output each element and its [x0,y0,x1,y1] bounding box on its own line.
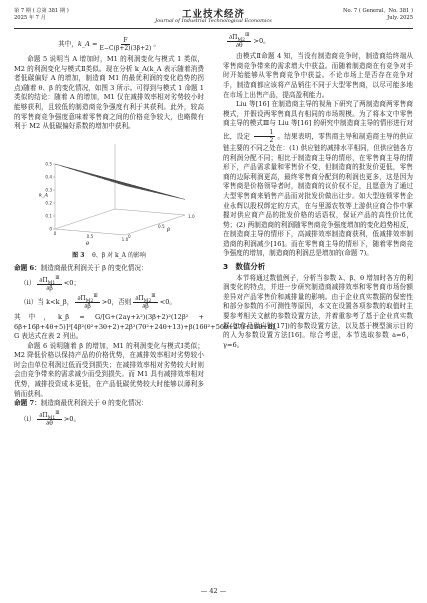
journal-title: 工业技术经济 [181,9,245,20]
prop6-case-i [14,277,204,292]
right-column [223,34,413,350]
comparison-text-tail: 。结果表明，零售商主导和制造商主导的供应链主要的不同之处在：(1) 供应链的减排水平相同，但供应链各方的利润分配不同；相比于制造商主导的情形，在零售商主导的情形下，产品需求量和零售价不变，但制造商的批发价更低，零售商的边际利润更高，最终零售商分配到的利润也更多，这是因为零售商是价格领导者时，制造商的议价权不足，且愿意为了通过大型零售商来销售产品而对批发价做出让步。如大型连锁零售企业永辉以股权绑定的方式，在与里源农牧等上游供应商合作中掌握对供应商产品的批发价格的话语权，保证产品的高性价比优势；(2) 两制造商的利润随零售商竞争强度增加的变化趋势相反，在制造商主导的情形下，高减排效率制造商获利，低减排效率制造商的利润减少[16]。而在零售商主导的情形下，随着零售商竞争强度的增加，制造商的利润总是增加的(命题 7)。 [223,132,414,258]
ka-formula [14,37,204,52]
journal-header [14,6,413,29]
proposition6 [14,264,204,274]
y-tick-label: 0 [128,233,131,239]
proposition6-title: 命题 6： [14,263,41,272]
axis-floor [55,209,185,235]
case-label: （ⅱ）当 k<k_β， [20,297,74,306]
partial-derivative: $\frac{\partial\Pi_{M1}^Ⅲ}{\partial\beta}$ [39,275,60,292]
case-relation: >0。 [253,36,270,45]
partial-derivative: $\frac{\partial\Pi_{M2}^Ⅲ}{\partial\beta}$ [135,293,156,310]
surface-cell [172,196,185,199]
issue-info-en [343,8,413,22]
y-tick-label: 0.5 [158,223,165,229]
x-tick-label: 0.5 [86,233,94,239]
case-relation: >0。 [63,414,81,423]
partial-derivative: $\frac{\partial\Pi_{M2}^Ⅲ}{\partial\beta}$ [77,293,98,310]
comparison-text: Liu 等[16] 在制造商主导的视角下研究了两制造商两零售商模式，并假设两零售商具有相同的市场规模。为了将本文中零售商主导的模式Ⅲ与 Liu 等[16] 的研究中制造商主导的情形进行对比，设定 [223,100,413,141]
z-tick-label: 0 [49,226,52,232]
case-label: （ⅰ） [20,414,36,423]
issue-number-en: No. 7 ( General，No. 381 ) [343,8,413,14]
z-axis-label: k_A [39,192,49,199]
partial-derivative: $\frac{\partial\Pi_{M2}^Ⅲ}{\partial\theta}$ [229,33,250,50]
paragraph-kbeta: 其中，k_β = G/[G+(2aγ+λ²)(3β+2)²(12β² + 6β+16β+4θ+5)]²[4β²(θ²+3θ+2)+2β²(7θ²+24θ+13)+β(16θ²+56θ+27)+16θ+8]，G 表达式在表 2 列出。 [14,312,282,341]
proposition7-text: 制造商最优利润关于 θ 的变化情况： [40,399,148,408]
x-axis-label: θ [86,240,90,247]
journal-subtitle: Journal of Industrial Technological Economics [155,18,272,24]
case-relation: <0； [63,279,81,288]
figure-3 [14,135,204,251]
paragraph-right-2 [223,100,413,259]
formula-numerator: F [123,37,128,44]
partial-derivative: $\frac{\partial\Pi_{M1}^Ⅲ}{\partial\theta}$ [39,410,60,428]
formula-suffix: 。 [153,39,160,48]
case-label: （ⅰ） [20,279,36,288]
x-tick-label: 1.0 [121,236,129,242]
prop6-case-ii [14,295,204,310]
figure-caption-text: θ、β 对 k_A 的影响 [92,252,146,260]
formula-lhs: k_A = [77,39,98,48]
section-title: 3 数值分析 [223,262,266,272]
z-tick-label: 0.4 [45,174,52,180]
formula-denominator: E−C(β+2)(3β+2) [99,45,152,52]
z-tick-label: 0.5 [45,161,52,167]
paragraph-proposition6-explain: 命题 6 说明随着 β 的增加，M1 的利润变化与模式Ⅰ类似；M2 降低价格以保持产品的价格优势，在减排效率相对劣势较小时会由单位利润过低而受到损失；在减排效率相对劣势较大时则会由竞争带来的需求减少而受到损失。而 M1 具有减排效率相对优势，减排投资成本更低，在产品低碳优势较大时能够以薄利多销而获利。 [14,341,204,398]
y-axis-label: β [167,226,170,233]
z-tick-label: 0.2 [45,200,52,206]
paragraph-proposition5: 命题 5 说明当 A 增加时，M1 的利润变化与模式 1 类似，M2 的利润变化与模式Ⅱ类似。现在分析 k_A(k_A 表示随着消费者低碳偏好 A 的增加，制造商 M1 的最优利润的变化趋势的拐点)随着 θ、β 的变化情况，如图 3 所示。可得到与模式 1 命题 1 类似的结论：随着 A 的增加，M1 仅在减排效率相对劣势较小时能够获利，且较低的制造商竞争强度有利于其获利。此外，较高的零售商竞争强度意味着零售商之间的价格竞争较大，也略微有利于 M2 从低碳偏好系数的增加中获利。 [14,55,204,131]
case-relation: <0。 [159,297,177,306]
proposition7-title: 命题 7： [14,399,41,408]
proposition6-text: 制造商最优利润关于 β 的变化情况： [40,263,148,272]
z-tick-label: 0.1 [45,213,52,219]
z-tick-label: 0.3 [45,187,52,193]
prop7-case-i [14,412,204,427]
issue-number: 第 7 期 ( 总第 381 期 ) [14,8,69,14]
prop7-case-ii [223,34,413,49]
formula-prefix: 其中， [58,39,78,48]
page-number: — 42 — [200,587,227,595]
figure-caption [14,251,204,261]
y-tick-label: 1.0 [188,213,195,219]
fraction-den: 2 [269,136,274,144]
page-footer [0,587,427,595]
case-relation: >0，否则 [101,297,132,306]
parameter-fraction [254,129,275,144]
figure-number: 图 3 [72,252,85,260]
x-tick-label: 0 [53,230,57,236]
surface-plot [19,135,199,247]
proposition7 [14,399,204,409]
issue-date: 2025 年 7 月 [14,15,46,21]
fraction-num: 1 [254,129,275,137]
issue-date-en: July. 2025 [387,15,413,21]
formula-fraction [100,37,152,52]
paragraph-right-1: 由模式Ⅱ命题 4 知，当没有制造商竞争时，制造商给终端从零售商竞争带来的需求增大中获益。而随着制造商在有竞争对手时开始能够从零售商竞争中获益。不论市场上是否存在竞争对手，制造商都应该将产品销往不同于大型零售商，以尽可能多地在市场上出售产品，提高盈利能力。 [223,52,413,99]
paragraph-numerical: 本节将通过数值例子，分析当参数 λ、β、θ 增加时各方的利润变化的特点，并进一步研究制造商减排效率和零售商市场份额差异对产品零售价和减排量的影响。由于企业真实数据的保密性和部分参数的不可测性等原因，本文在设置各项参数的取值时主要参考相关文献的参数设置方法，并着重参考了基于企业真实数据(如食品供应链[17])的参数设置方法，以及基于模型演示目的的人为参数设置方法[16]。综合考虑，本节选取参数 a=6，γ=6。 [223,273,413,349]
